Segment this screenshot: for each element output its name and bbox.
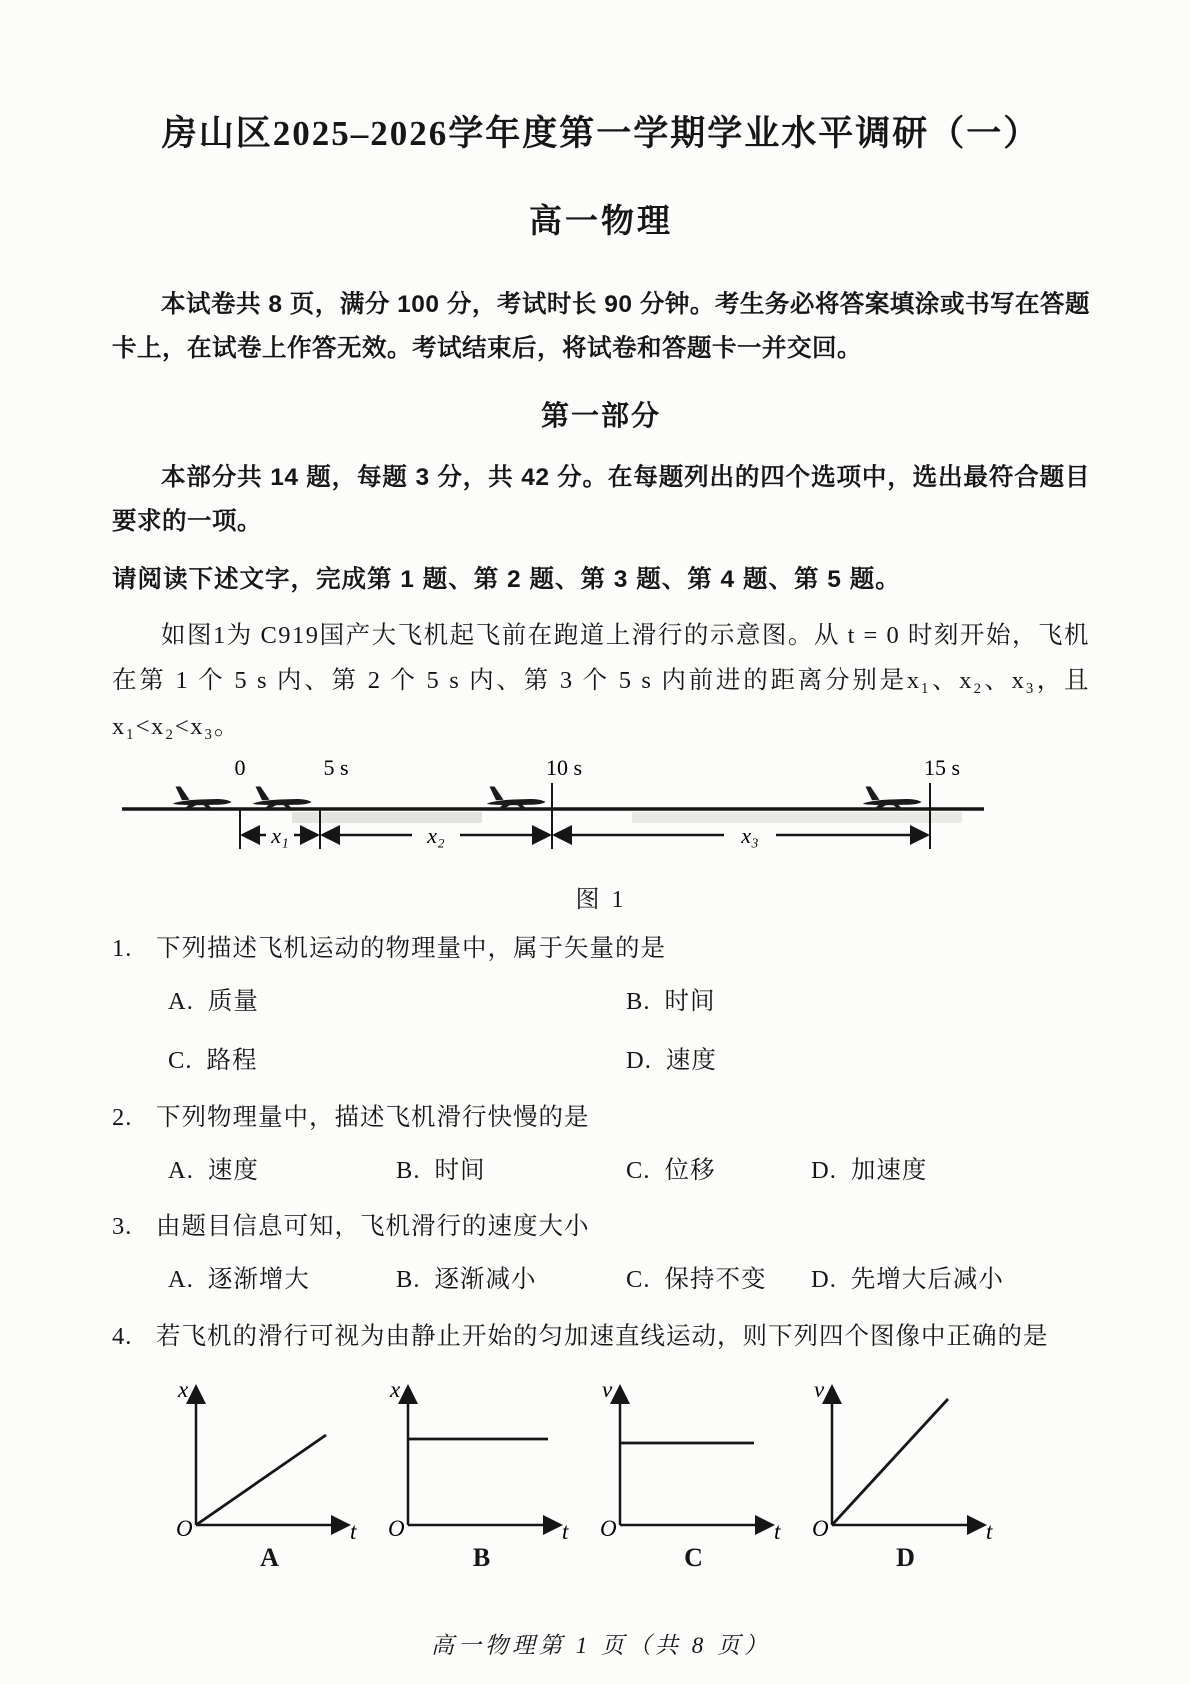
question-stem: 若飞机的滑行可视为由静止开始的匀加速直线运动，则下列四个图像中正确的是 <box>156 1323 1049 1351</box>
question-stem: 由题目信息可知，飞机滑行的速度大小 <box>156 1213 590 1241</box>
question-number: 1. <box>112 935 133 963</box>
runway-shading <box>632 812 962 823</box>
option-label: A. <box>168 1266 194 1294</box>
option-c <box>168 1040 626 1083</box>
question-number: 4. <box>112 1323 133 1351</box>
segment-label-x2: x₂ <box>427 823 445 849</box>
option-d <box>626 1040 1084 1083</box>
question-1-options <box>168 1040 1090 1083</box>
option-a <box>168 981 626 1024</box>
option-text: 速度 <box>665 1046 717 1074</box>
segment-label-x3: x₃ <box>741 823 759 849</box>
question-1-options <box>168 981 1090 1024</box>
option-a <box>168 1259 396 1302</box>
question-stem: 下列描述飞机运动的物理量中，属于矢量的是 <box>156 935 666 963</box>
graph-ylabel: x <box>390 1377 402 1403</box>
option-text: 时间 <box>664 987 716 1015</box>
exam-notes: 本试卷共 8 页，满分 100 分，考试时长 90 分钟。考生务必将答案填涂或书写在答题卡上，在试卷上作答无效。考试结束后，将试卷和答题卡一并交回。 <box>112 290 1090 363</box>
graph-ylabel: v <box>814 1377 826 1403</box>
graph-origin: O <box>600 1516 618 1542</box>
graph-xlabel: t <box>350 1519 358 1542</box>
figure1 <box>112 759 1090 877</box>
airplane-icon <box>253 787 312 810</box>
airplane-icon <box>863 787 922 810</box>
option-text: 保持不变 <box>664 1266 767 1294</box>
graph-origin: O <box>812 1516 830 1542</box>
airplane-icon <box>173 787 232 810</box>
time-label-5s: 5 s <box>323 759 349 781</box>
graph-ylabel: x <box>178 1377 190 1403</box>
question-stem: 下列物理量中，描述飞机滑行快慢的是 <box>156 1103 590 1131</box>
option-label: B. <box>396 1266 421 1294</box>
option-label: B. <box>396 1156 421 1184</box>
option-text: 质量 <box>207 987 259 1015</box>
option-text: 时间 <box>434 1156 486 1184</box>
question-number: 2. <box>112 1103 133 1131</box>
option-b <box>396 1150 626 1193</box>
option-text: 加速度 <box>850 1156 928 1184</box>
segment-label-x1: x₁ <box>271 823 289 849</box>
graph-option-b <box>376 1373 588 1581</box>
option-label: D. <box>626 1046 652 1074</box>
option-d <box>811 1150 927 1193</box>
option-text: 位移 <box>664 1156 716 1184</box>
airplane-icon <box>487 787 546 810</box>
option-c <box>626 1259 811 1302</box>
option-label: D. <box>811 1156 837 1184</box>
graph-origin: O <box>176 1516 194 1542</box>
part1-instructions: 本部分共 14 题，每题 3 分，共 42 分。在每题列出的四个选项中，选出最符合题目要求的一项。 <box>112 463 1090 535</box>
time-label-0: 0 <box>234 759 246 781</box>
graph-option-d <box>800 1373 1012 1581</box>
question-3-options <box>168 1259 1090 1302</box>
option-label: A. <box>168 987 194 1015</box>
time-label-15s: 15 s <box>923 759 961 781</box>
option-text: 路程 <box>206 1046 258 1074</box>
option-c <box>626 1150 811 1193</box>
option-label: C. <box>626 1156 651 1184</box>
question-1 <box>112 928 1090 1083</box>
graph-xlabel: t <box>562 1519 570 1542</box>
reading-prompt: 请阅读下述文字，完成第 1 题、第 2 题、第 3 题、第 4 题、第 5 题。 <box>112 566 901 594</box>
option-label: A. <box>168 1156 194 1184</box>
question-4-graphs <box>164 1373 1090 1581</box>
graph-option-c <box>588 1373 800 1581</box>
option-label: C. <box>626 1266 651 1294</box>
graph-option-a <box>164 1373 376 1581</box>
passage-text: 如图1为 C919国产大飞机起飞前在跑道上滑行的示意图。从 t = 0 时刻开始，飞机在第 1 个 5 s 内、第 2 个 5 s 内、第 3 个 5 s 内前进的距离分别是x₁、x₂、x₃，且x₁<x₂<x₃。 <box>112 622 1090 740</box>
option-label: B. <box>626 987 651 1015</box>
question-2 <box>112 1097 1090 1193</box>
option-text: 逐渐增大 <box>207 1266 310 1294</box>
option-label: C. <box>168 1046 193 1074</box>
graph-letter: C <box>684 1543 704 1573</box>
page-content <box>112 112 1090 1660</box>
subject-title: 高一物理 <box>529 203 673 240</box>
figure1-caption: 图 1 <box>575 887 627 914</box>
time-label-10s: 10 s <box>545 759 583 781</box>
option-b <box>626 981 1084 1024</box>
graph-xlabel: t <box>986 1519 994 1542</box>
graph-ylabel: v <box>602 1377 614 1403</box>
option-d <box>811 1259 1004 1302</box>
graph-letter: A <box>260 1543 280 1573</box>
graph-origin: O <box>388 1516 406 1542</box>
page-footer: 高一物理第 1 页（共 8 页） <box>431 1632 771 1658</box>
exam-title: 房山区2025–2026学年度第一学期学业水平调研（一） <box>161 114 1041 153</box>
graph-line <box>196 1435 326 1525</box>
graph-letter: D <box>896 1543 916 1573</box>
part1-heading: 第一部分 <box>540 399 661 431</box>
option-text: 先增大后减小 <box>850 1266 1004 1294</box>
figure1-diagram <box>112 759 1090 877</box>
option-text: 速度 <box>207 1156 259 1184</box>
option-a <box>168 1150 396 1193</box>
question-number: 3. <box>112 1213 133 1241</box>
graph-line <box>832 1399 948 1525</box>
option-text: 逐渐减小 <box>434 1266 537 1294</box>
question-3 <box>112 1206 1090 1302</box>
option-label: D. <box>811 1266 837 1294</box>
question-4 <box>112 1316 1090 1580</box>
option-b <box>396 1259 626 1302</box>
graph-xlabel: t <box>774 1519 782 1542</box>
question-2-options <box>168 1150 1090 1193</box>
graph-letter: B <box>472 1543 492 1573</box>
